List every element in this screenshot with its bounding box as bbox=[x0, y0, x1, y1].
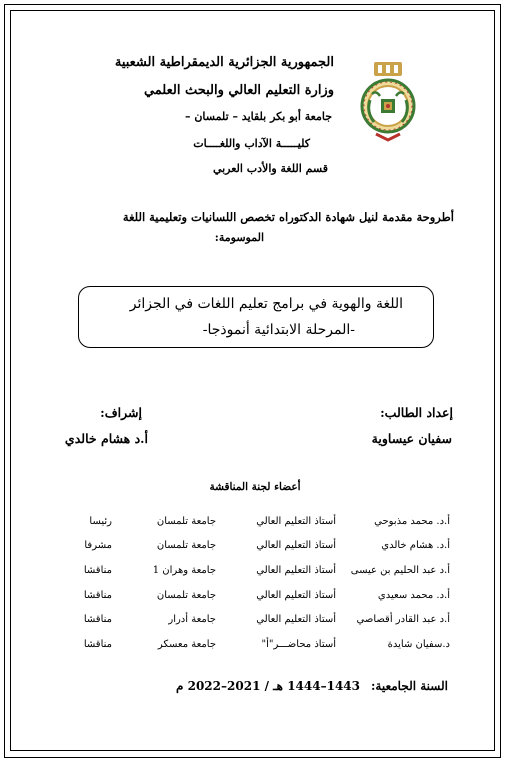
member-university: جامعة معسكر bbox=[157, 639, 216, 650]
member-role: مشرفا bbox=[84, 540, 112, 551]
university-name: جامعة أبو بكر بلقايد – تلمسان – bbox=[185, 110, 332, 123]
committee-row bbox=[0, 638, 510, 652]
member-rank: أستاذ التعليم العالي bbox=[256, 590, 336, 601]
committee-row bbox=[0, 589, 510, 603]
member-university: جامعة تلمسان bbox=[156, 516, 216, 527]
member-university: جامعة تلمسان bbox=[156, 540, 216, 551]
thesis-title-line1: اللغة والهوية في برامج تعليم اللغات في الجزائر bbox=[129, 296, 403, 312]
academic-year-label: السنة الجامعية: bbox=[370, 679, 448, 693]
supervisor-name: أ.د هشام خالدي bbox=[64, 431, 148, 446]
thesis-intro: أطروحة مقدمة لنيل شهادة الدكتوراه تخصص اللسانيات وتعليمية اللغة bbox=[122, 210, 454, 224]
member-role: مناقشا bbox=[83, 614, 112, 625]
member-rank: أستاذ التعليم العالي bbox=[256, 614, 336, 625]
member-name: أ.د. هشام خالدي bbox=[381, 540, 450, 551]
member-role: مناقشا bbox=[83, 590, 112, 601]
republic-name: الجمهورية الجزائرية الديمقراطية الشعبية bbox=[114, 55, 334, 70]
member-name: أ.د عبد القادر أقصاصي bbox=[356, 614, 450, 625]
member-university: جامعة أدرار bbox=[168, 614, 216, 625]
member-rank: أستاذ التعليم العالي bbox=[256, 540, 336, 551]
member-name: أ.د. محمد مذبوحي bbox=[374, 516, 450, 527]
academic-year-value: 1443–1444 هـ / 2021–2022 م bbox=[176, 679, 360, 693]
committee-row bbox=[0, 515, 510, 529]
member-rank: أستاذ محاضـــر"أ" bbox=[261, 639, 336, 650]
member-role: مناقشا bbox=[83, 565, 112, 576]
faculty-name: كليـــــة الآداب واللغــــات bbox=[193, 137, 310, 150]
university-logo-icon bbox=[360, 62, 416, 144]
student-label: إعداد الطالب: bbox=[380, 405, 453, 420]
department-name: قسم اللغة والأدب العربي bbox=[212, 162, 328, 175]
member-rank: أستاذ التعليم العالي bbox=[256, 516, 336, 527]
member-role: رئيسا bbox=[89, 516, 112, 527]
member-university: جامعة تلمسان bbox=[156, 590, 216, 601]
thesis-title-line2: -المرحلة الابتدائية أنموذجا- bbox=[202, 322, 355, 338]
committee-title: أعضاء لجنة المناقشة bbox=[209, 481, 301, 493]
committee-row bbox=[0, 613, 510, 627]
thesis-title-box bbox=[78, 286, 434, 348]
committee-row bbox=[0, 539, 510, 553]
supervisor-label: إشراف: bbox=[100, 405, 142, 420]
member-university: جامعة وهران 1 bbox=[152, 565, 216, 576]
ministry-name: وزارة التعليم العالي والبحث العلمي bbox=[143, 83, 334, 98]
committee-row bbox=[0, 564, 510, 578]
student-name: سفيان عيساوية bbox=[371, 431, 452, 446]
member-name: أ.د. محمد سعيدي bbox=[377, 590, 450, 601]
member-name: أ.د عبد الحليم بن عيسى bbox=[350, 565, 450, 576]
member-name: د.سفيان شايدة bbox=[387, 639, 450, 650]
member-rank: أستاذ التعليم العالي bbox=[256, 565, 336, 576]
thesis-titled-label: الموسومة: bbox=[214, 231, 264, 244]
member-role: مناقشا bbox=[83, 639, 112, 650]
